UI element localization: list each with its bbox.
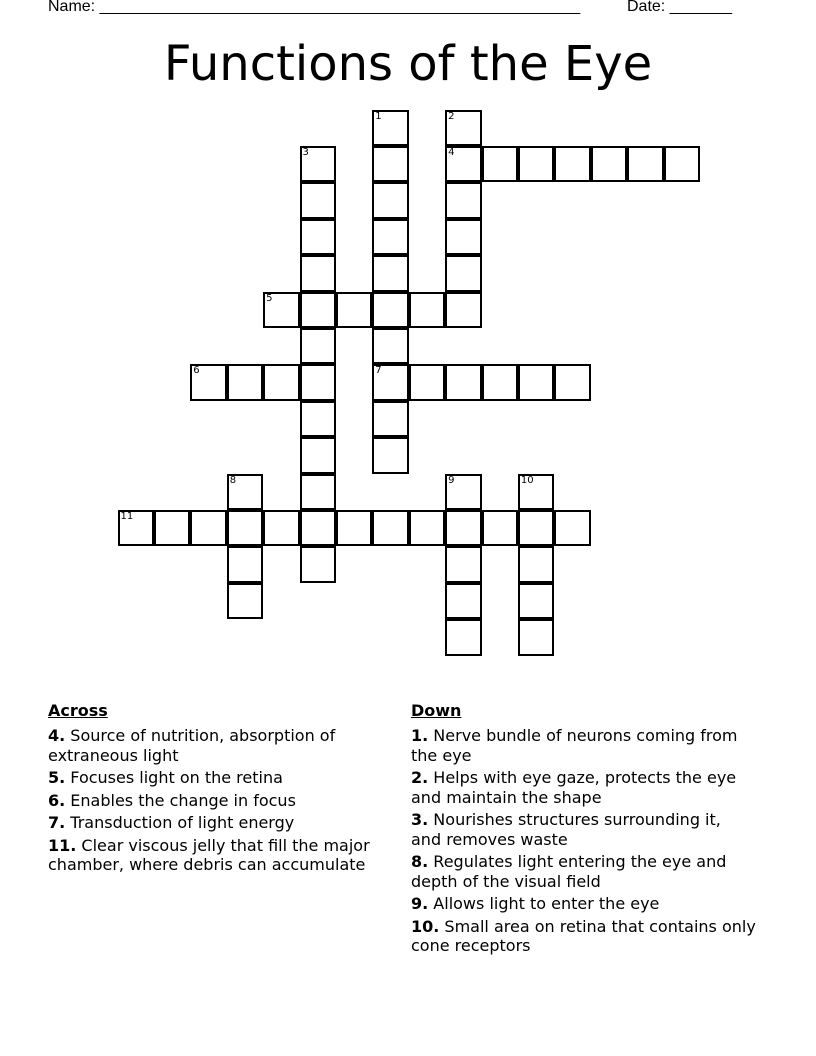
clue-text: Focuses light on the retina — [65, 768, 283, 787]
grid-cell[interactable] — [227, 364, 264, 401]
grid-cell[interactable] — [554, 510, 591, 547]
grid-cell[interactable] — [591, 146, 628, 183]
grid-cell[interactable] — [227, 510, 264, 547]
clue-text: Helps with eye gaze, protects the eye and maintain the shape — [411, 768, 737, 807]
grid-cell[interactable] — [518, 510, 555, 547]
grid-cell[interactable] — [300, 182, 337, 219]
across-clues — [48, 700, 378, 878]
down-clue — [411, 810, 756, 849]
across-clue-list — [48, 726, 378, 875]
across-heading: Across — [48, 701, 108, 720]
grid-cell[interactable] — [300, 474, 337, 511]
grid-cell[interactable] — [300, 255, 337, 292]
down-clue — [411, 768, 756, 807]
down-clue — [411, 726, 756, 765]
clue-number: 6. — [48, 790, 66, 810]
grid-cell[interactable] — [445, 364, 482, 401]
clue-number: 4. — [48, 726, 66, 745]
clue-number: 11. — [48, 835, 77, 855]
grid-cell[interactable] — [554, 364, 591, 401]
date-field-label[interactable]: Date: _______ — [627, 0, 732, 15]
grid-cell[interactable] — [372, 255, 409, 292]
cell-number: 3 — [302, 146, 309, 158]
grid-cell[interactable] — [300, 437, 337, 474]
grid-cell[interactable] — [445, 510, 482, 547]
grid-cell[interactable] — [409, 364, 446, 401]
cell-number: 7 — [375, 365, 382, 377]
grid-cell[interactable] — [518, 474, 555, 511]
grid-cell[interactable] — [372, 510, 409, 547]
down-clue-list — [411, 726, 756, 956]
cell-number: 2 — [448, 110, 455, 122]
grid-cell[interactable] — [190, 510, 227, 547]
grid-cell[interactable] — [518, 583, 555, 620]
grid-cell[interactable] — [300, 401, 337, 438]
grid-cell[interactable] — [372, 364, 409, 401]
down-clue — [411, 894, 756, 914]
clue-number: 1. — [411, 726, 429, 745]
grid-cell[interactable] — [372, 328, 409, 365]
clue-text: Allows light to enter the eye — [428, 894, 660, 913]
clue-number: 9. — [411, 894, 429, 913]
grid-cell[interactable] — [445, 292, 482, 329]
grid-cell[interactable] — [445, 583, 482, 620]
grid-cell[interactable] — [300, 219, 337, 256]
grid-cell[interactable] — [409, 292, 446, 329]
clue-number: 8. — [411, 852, 429, 871]
grid-cell[interactable] — [445, 146, 482, 183]
cell-number: 1 — [375, 110, 382, 122]
grid-cell[interactable] — [190, 364, 227, 401]
grid-cell[interactable] — [300, 146, 337, 183]
clue-text: Regulates light entering the eye and depth of the visual field — [411, 852, 727, 891]
grid-cell[interactable] — [263, 364, 300, 401]
grid-cell[interactable] — [445, 474, 482, 511]
clue-text: Small area on retina that contains only cone receptors — [411, 916, 756, 955]
grid-cell[interactable] — [445, 182, 482, 219]
grid-cell[interactable] — [372, 401, 409, 438]
clue-number: 10. — [411, 916, 440, 936]
grid-cell[interactable] — [227, 474, 264, 511]
down-clue — [411, 852, 756, 891]
grid-cell[interactable] — [482, 364, 519, 401]
grid-cell[interactable] — [445, 110, 482, 147]
grid-cell[interactable] — [336, 292, 373, 329]
grid-cell[interactable] — [154, 510, 191, 547]
grid-cell[interactable] — [300, 292, 337, 329]
grid-cell[interactable] — [227, 583, 264, 620]
grid-cell[interactable] — [554, 146, 591, 183]
cell-number: 10 — [520, 474, 534, 486]
grid-cell[interactable] — [300, 510, 337, 547]
grid-cell[interactable] — [372, 110, 409, 147]
clue-number: 3. — [411, 810, 429, 829]
grid-cell[interactable] — [372, 219, 409, 256]
grid-cell[interactable] — [445, 219, 482, 256]
clue-text: Nerve bundle of neurons coming from the eye — [411, 726, 738, 765]
grid-cell[interactable] — [627, 146, 664, 183]
across-clue — [48, 726, 378, 765]
grid-cell[interactable] — [482, 146, 519, 183]
grid-cell[interactable] — [300, 546, 337, 583]
grid-cell[interactable] — [372, 146, 409, 183]
grid-cell[interactable] — [664, 146, 701, 183]
grid-cell[interactable] — [518, 364, 555, 401]
cell-number: 6 — [193, 365, 200, 377]
page-title: Functions of the Eye — [163, 36, 653, 92]
cell-number: 8 — [229, 474, 237, 486]
across-clue — [48, 836, 378, 875]
cell-number: 4 — [448, 146, 455, 158]
grid-cell[interactable] — [518, 619, 555, 656]
across-clue — [48, 791, 378, 811]
clue-text: Transduction of light energy — [65, 813, 295, 832]
grid-cell[interactable] — [445, 619, 482, 656]
cell-number: 9 — [448, 474, 455, 486]
cell-number: 11 — [120, 510, 134, 522]
grid-cell[interactable] — [300, 328, 337, 365]
grid-cell[interactable] — [372, 437, 409, 474]
grid-cell[interactable] — [372, 182, 409, 219]
grid-cell[interactable] — [518, 146, 555, 183]
down-clue — [411, 917, 756, 956]
clue-number: 5. — [48, 768, 66, 787]
across-clue — [48, 813, 378, 833]
clue-text: Enables the change in focus — [65, 790, 296, 810]
grid-cell[interactable] — [263, 510, 300, 547]
clue-number: 2. — [411, 768, 429, 787]
grid-cell[interactable] — [263, 292, 300, 329]
down-heading: Down — [411, 701, 462, 720]
grid-cell[interactable] — [118, 510, 155, 547]
cell-number: 5 — [266, 292, 273, 304]
grid-cell[interactable] — [409, 510, 446, 547]
grid-cell[interactable] — [372, 292, 409, 329]
clue-text: Source of nutrition, absorption of extraneous light — [48, 726, 336, 765]
grid-cell[interactable] — [482, 510, 519, 547]
across-clue — [48, 768, 378, 788]
name-field-label[interactable]: Name: ______________________________________________________ — [48, 0, 581, 15]
grid-cell[interactable] — [336, 510, 373, 547]
clue-text: Clear viscous jelly that fill the major chamber, where debris can accumulate — [48, 835, 370, 874]
grid-cell[interactable] — [300, 364, 337, 401]
grid-cell[interactable] — [227, 546, 264, 583]
grid-cell[interactable] — [518, 546, 555, 583]
down-clues — [411, 700, 756, 959]
clue-number: 7. — [48, 813, 66, 832]
grid-cell[interactable] — [445, 546, 482, 583]
clue-text: Nourishes structures surrounding it, and removes waste — [411, 810, 721, 849]
grid-cell[interactable] — [445, 255, 482, 292]
